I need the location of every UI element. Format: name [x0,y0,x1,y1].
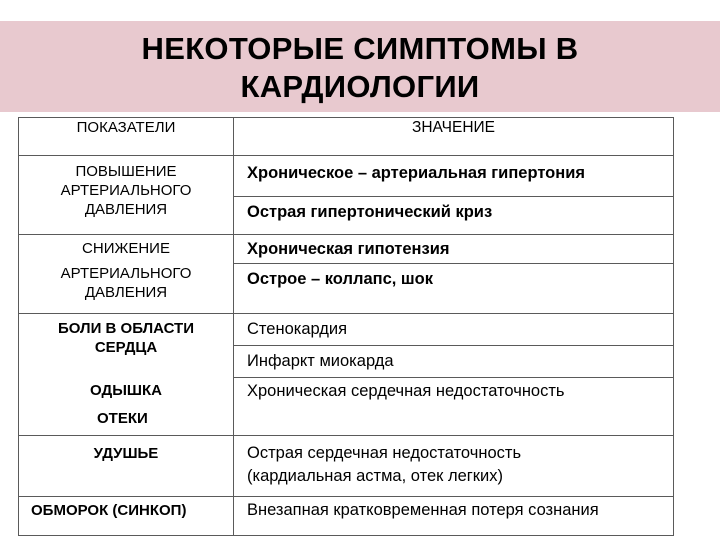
indicator-cell: УДУШЬЕ [19,436,234,497]
indicator-cell: ОДЫШКА [19,377,234,405]
indicator-line: БОЛИ В ОБЛАСТИ [57,320,194,337]
meaning-cell: Хроническая сердечная недостаточность [234,377,674,436]
meaning-cell [234,436,674,497]
meaning-cell: Хроническое – артериальная гипертония [234,156,674,197]
indicator-line: ДАВЛЕНИЯ [84,284,168,301]
indicator-line: ПОВЫШЕНИЕ [75,163,177,180]
meaning-line: (кардиальная астма, отек легких) [247,467,503,485]
table-row [19,377,674,405]
meaning-cell: Острая гипертонический криз [234,196,674,234]
header-indicator: ПОКАЗАТЕЛИ [19,118,234,156]
symptoms-table [18,117,674,536]
meaning-line: Острая сердечная недостаточность [247,444,522,462]
indicator-line: ДАВЛЕНИЯ [84,201,168,218]
indicator-cell: ОБМОРОК (СИНКОП) [19,497,234,536]
indicator-cell: ОТЕКИ [19,405,234,436]
table-row [19,156,674,197]
header-meaning: ЗНАЧЕНИЕ [234,118,674,156]
table-header-row [19,118,674,156]
table-row [19,314,674,346]
title-line-1: НЕКОТОРЫЕ СИМПТОМЫ В [141,31,579,66]
title-line-2: КАРДИОЛОГИИ [240,69,480,104]
indicator-line: АРТЕРИАЛЬНОГО [60,182,192,199]
indicator-line: СЕРДЦА [94,339,158,356]
indicator-cell [19,235,234,314]
meaning-cell: Стенокардия [234,314,674,346]
indicator-line: СНИЖЕНИЕ [82,240,170,257]
meaning-cell: Хроническая гипотензия [234,235,674,264]
indicator-line: АРТЕРИАЛЬНОГО [60,265,192,282]
table-row [19,235,674,264]
indicator-cell [19,314,234,378]
meaning-cell: Инфаркт миокарда [234,345,674,377]
table-row [19,436,674,497]
table-row [19,497,674,536]
indicator-cell [19,156,234,235]
meaning-cell: Внезапная кратковременная потеря сознания [234,497,674,536]
meaning-cell: Острое – коллапс, шок [234,263,674,313]
page-title [0,30,720,106]
